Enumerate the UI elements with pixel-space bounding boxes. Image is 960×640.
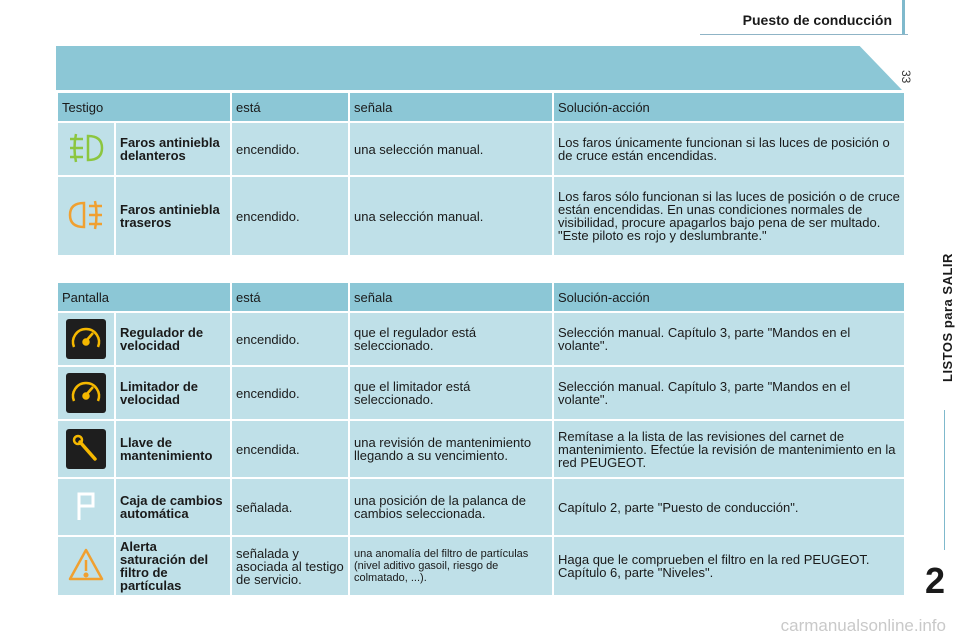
solution-cell: Selección manual. Capítulo 3, parte "Mandos en el volante". [554, 313, 904, 365]
table-header-row [58, 283, 904, 311]
solution-cell: Capítulo 2, parte "Puesto de conducción". [554, 479, 904, 535]
table-row [58, 313, 904, 365]
lamp-name: Faros antiniebla traseros [116, 177, 230, 255]
column-header: señala [350, 93, 552, 121]
table-row [58, 367, 904, 419]
chapter-divider [944, 410, 945, 550]
solution-cell: Remítase a la lista de las revisiones del carnet de mantenimiento. Efectúe la revisión de mantenimiento en la red PEUGEOT. [554, 421, 904, 477]
indicator-name: Llave de mantenimiento [116, 421, 230, 477]
meaning-cell: una selección manual. [350, 123, 552, 175]
meaning-cell: una selección manual. [350, 177, 552, 255]
column-header: está [232, 93, 348, 121]
table-row [58, 421, 904, 477]
state-cell: encendido. [232, 177, 348, 255]
front-fog-lamp-icon [58, 123, 114, 175]
wrench-icon [58, 421, 114, 477]
meaning-cell: que el regulador está seleccionado. [350, 313, 552, 365]
table-row [58, 479, 904, 535]
gear-p-icon [58, 479, 114, 535]
warning-lamps-table [56, 91, 906, 257]
solution-cell: Haga que le comprueben el filtro en la red PEUGEOT. Capítulo 6, parte "Niveles". [554, 537, 904, 595]
indicator-name: Regulador de velocidad [116, 313, 230, 365]
column-header: Testigo [58, 93, 230, 121]
state-cell: señalada. [232, 479, 348, 535]
state-cell: encendido. [232, 123, 348, 175]
state-cell: señalada y asociada al testigo de servicio. [232, 537, 348, 595]
chapter-title: LISTOS para SALIR [940, 253, 955, 382]
indicator-name: Limitador de velocidad [116, 367, 230, 419]
display-indicators-table [56, 281, 906, 597]
column-header: Solución-acción [554, 93, 904, 121]
rear-fog-lamp-icon [58, 177, 114, 255]
page-number: 33 [899, 70, 913, 84]
solution-cell: Selección manual. Capítulo 3, parte "Mandos en el volante". [554, 367, 904, 419]
watermark: carmanualsonline.info [780, 616, 946, 635]
table-header-row [58, 93, 904, 121]
column-header: Solución-acción [554, 283, 904, 311]
indicator-name: Caja de cambios automática [116, 479, 230, 535]
header-rule [700, 34, 908, 35]
column-header: señala [350, 283, 552, 311]
column-header: Pantalla [58, 283, 230, 311]
meaning-cell: que el limitador está seleccionado. [350, 367, 552, 419]
table-row [58, 123, 904, 175]
state-cell: encendido. [232, 313, 348, 365]
meaning-cell: una revisión de mantenimiento llegando a su vencimiento. [350, 421, 552, 477]
header-accent-bar [902, 0, 905, 34]
table-row [58, 537, 904, 595]
table-row [58, 177, 904, 255]
meaning-cell: una anomalía del filtro de partículas (nivel aditivo gasoil, riesgo de colmatado, ...). [350, 537, 552, 595]
lamp-name: Faros antiniebla delanteros [116, 123, 230, 175]
warning-triangle-icon [58, 537, 114, 595]
state-cell: encendida. [232, 421, 348, 477]
column-header: está [232, 283, 348, 311]
title-banner [56, 46, 902, 90]
chapter-number: 2 [925, 560, 946, 601]
state-cell: encendido. [232, 367, 348, 419]
section-title: Puesto de conducción [742, 12, 892, 28]
solution-cell: Los faros sólo funcionan si las luces de posición o de cruce están encendidas. En unas condiciones normales de visibilidad, procure apagarlos bajo pena de ser multado. "Este piloto es rojo y deslumbrante." [554, 177, 904, 255]
speedometer-icon [58, 313, 114, 365]
meaning-cell: una posición de la palanca de cambios seleccionada. [350, 479, 552, 535]
speedometer-icon [58, 367, 114, 419]
indicator-name: Alerta saturación del filtro de partículas [116, 537, 230, 595]
solution-cell: Los faros únicamente funcionan si las luces de posición o de cruce están encendidas. [554, 123, 904, 175]
